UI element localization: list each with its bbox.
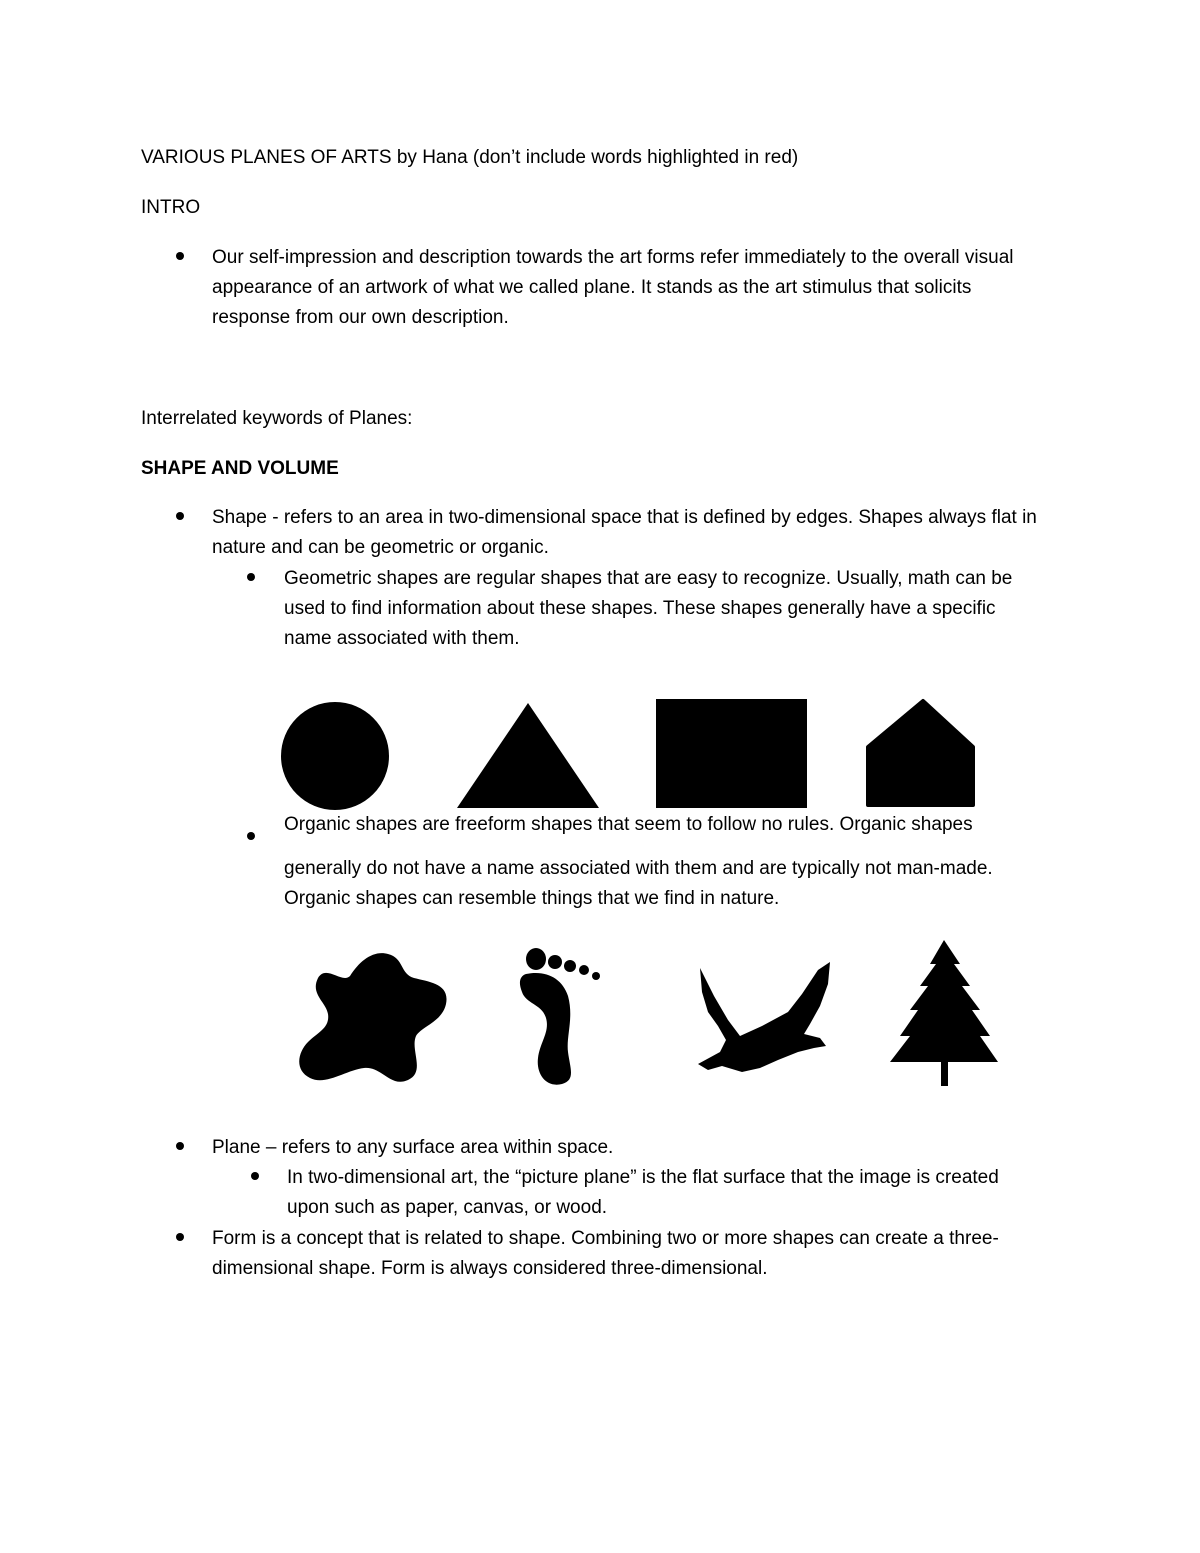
section-heading: SHAPE AND VOLUME: [141, 458, 339, 479]
shape-bullet-line-1: Shape - refers to an area in two-dimensional space that is defined by edges. Shapes always flat in: [212, 507, 1037, 528]
tree-icon: [890, 940, 998, 1086]
organic-shapes-figure: [290, 940, 1030, 1090]
pentagon-icon: [868, 701, 973, 805]
organic-bullet-line-1-partial: [284, 814, 1004, 842]
organic-bullet-line-3: Organic shapes can resemble things that we find in nature.: [284, 888, 780, 909]
picture-plane-bullet-line-1: In two-dimensional art, the “picture plane” is the flat surface that the image is created: [287, 1167, 999, 1188]
bullet-icon: [176, 1142, 184, 1150]
bullet-icon: [247, 832, 255, 840]
geometric-shapes-figure: [270, 695, 990, 815]
blob-icon: [299, 953, 446, 1082]
form-bullet-line-1: Form is a concept that is related to shape. Combining two or more shapes can create a three-: [212, 1228, 999, 1249]
intro-heading: INTRO: [141, 197, 201, 218]
plane-bullet: Plane – refers to any surface area within space.: [212, 1137, 614, 1158]
keywords-label: Interrelated keywords of Planes:: [141, 408, 413, 429]
triangle-icon: [457, 703, 599, 808]
circle-icon: [281, 702, 389, 810]
form-bullet-line-2: dimensional shape. Form is always considered three-dimensional.: [212, 1258, 768, 1279]
geometric-bullet-line-1: Geometric shapes are regular shapes that are easy to recognize. Usually, math can be: [284, 568, 1013, 589]
geometric-bullet-line-3: name associated with them.: [284, 628, 520, 649]
geometric-bullet-line-2: used to find information about these shapes. These shapes generally have a specific: [284, 598, 996, 619]
document-title: VARIOUS PLANES OF ARTS by Hana (don’t include words highlighted in red): [141, 147, 799, 168]
intro-bullet-line-2: appearance of an artwork of what we called plane. It stands as the art stimulus that solicits: [212, 277, 972, 298]
bullet-icon: [176, 252, 184, 260]
square-icon: [656, 699, 807, 808]
bullet-icon: [251, 1172, 259, 1180]
intro-bullet-line-1: Our self-impression and description towards the art forms refer immediately to the overall visual: [212, 247, 1014, 268]
organic-bullet-line-2: generally do not have a name associated with them and are typically not man-made.: [284, 858, 993, 879]
intro-bullet-line-3: response from our own description.: [212, 307, 509, 328]
organic-bullet-line-1: Organic shapes are freeform shapes that seem to follow no rules. Organic shapes: [284, 814, 973, 835]
bullet-icon: [176, 512, 184, 520]
bird-icon: [698, 962, 830, 1072]
picture-plane-bullet-line-2: upon such as paper, canvas, or wood.: [287, 1197, 608, 1218]
bullet-icon: [176, 1233, 184, 1241]
footprint-icon: [520, 948, 600, 1085]
bullet-icon: [247, 573, 255, 581]
shape-bullet-line-2: nature and can be geometric or organic.: [212, 537, 549, 558]
